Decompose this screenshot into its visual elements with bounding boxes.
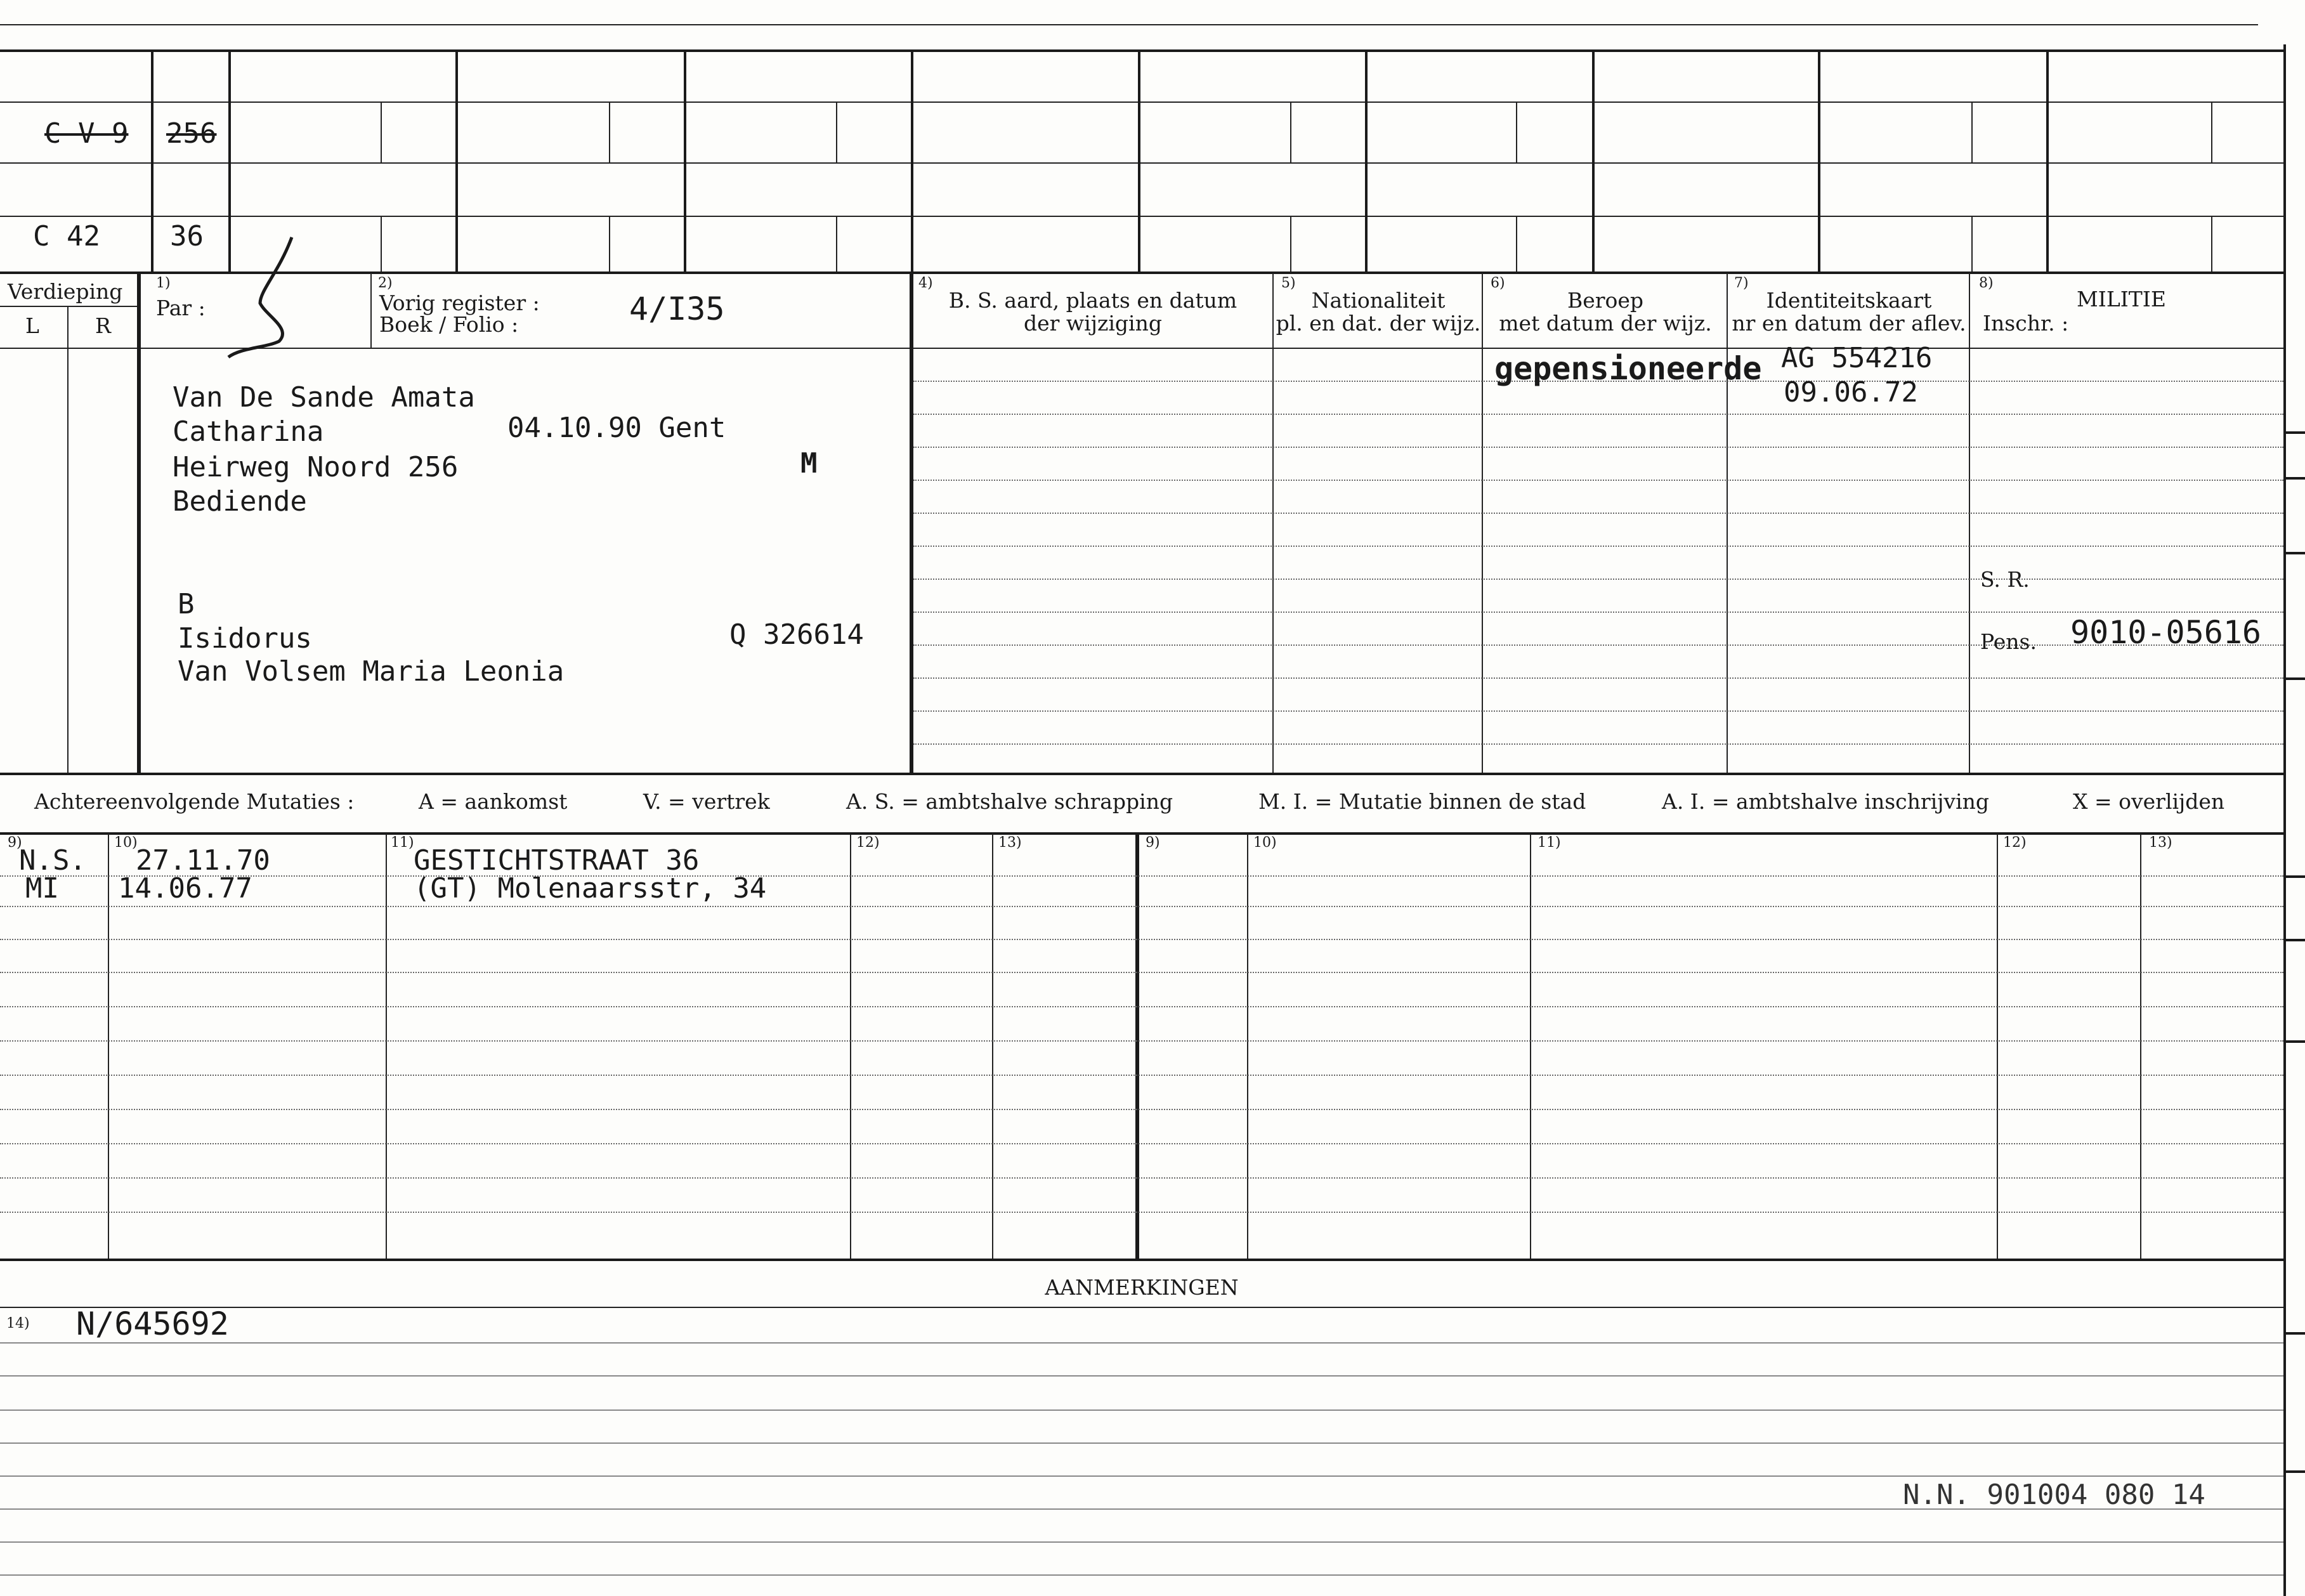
person-occupation: Bediende (173, 485, 307, 518)
beroep-label2: met datum der wijz. (1499, 311, 1712, 336)
grid-row-line (0, 216, 2283, 217)
mut-col-num: 12) (856, 835, 880, 851)
pens-label: Pens. (1980, 629, 2037, 654)
mut-address: GESTICHTSTRAAT 36 (414, 844, 700, 877)
grid-col-line (1365, 51, 1368, 273)
person-partner: Isidorus (178, 622, 312, 655)
vorig-label2: Boek / Folio : (379, 312, 519, 337)
nat-label2: pl. en dat. der wijz. (1276, 311, 1481, 336)
number: 36 (170, 220, 204, 252)
verdieping-r: R (95, 313, 111, 338)
mut-col-num: 10) (1253, 835, 1277, 851)
aanmerkingen-title: AANMERKINGEN (1045, 1275, 1239, 1300)
old-number: 256 (166, 117, 217, 150)
grid-sub-line (1516, 103, 1517, 162)
header-col-line (1969, 273, 1970, 773)
sr-label: S. R. (1980, 567, 2030, 592)
grid-sub-line (609, 217, 610, 271)
mutaties-col-line (386, 834, 387, 1259)
grid-row-line (0, 162, 2283, 164)
verdieping-border (137, 273, 141, 773)
grid-col-line (455, 51, 458, 273)
grid-col-line (1592, 51, 1595, 273)
aanmerkingen-value: N/645692 (76, 1305, 229, 1342)
mutaties-bottom-border (0, 1259, 2283, 1261)
nat-num: 5) (1281, 275, 1296, 291)
mut-col-num: 10) (114, 835, 138, 851)
par-scribble-icon (216, 233, 349, 360)
grid-sub-line (1971, 217, 1973, 271)
mutaties-top-border (0, 832, 2283, 835)
verdieping-lr-line (67, 307, 69, 773)
person-name: Van De Sande Amata (173, 381, 475, 414)
right-border (2283, 44, 2286, 1596)
vorig-label1: Vorig register : (379, 291, 540, 315)
militie-inschr: Inschr. : (1983, 311, 2069, 336)
grid-sub-line (2211, 217, 2212, 271)
militie-label: MILITIE (2077, 287, 2166, 311)
code: C 42 (33, 220, 100, 252)
mut-code: N.S. (19, 844, 86, 877)
mutaties-col-line (2140, 834, 2141, 1259)
grid-top-border (0, 49, 2283, 52)
par-label: Par : (156, 296, 206, 320)
mutaties-col-line (1247, 834, 1248, 1259)
mut-col-num: 13) (2149, 835, 2172, 851)
bs-num: 4) (918, 275, 933, 291)
legend-ai: A. I. = ambtshalve inschrijving (1662, 789, 1990, 814)
par-num: 1) (156, 275, 171, 291)
person-mother: Van Volsem Maria Leonia (178, 655, 565, 688)
grid-col-line (151, 51, 153, 273)
top-edge-line (0, 24, 2258, 25)
beroep-value: gepensioneerde (1494, 350, 1762, 387)
pens-value: 9010-05616 (2070, 614, 2262, 651)
mutaties-title: Achtereenvolgende Mutaties : (34, 789, 355, 814)
grid-col-line (1138, 51, 1140, 273)
grid-col-line (911, 51, 913, 273)
mut-date: 27.11.70 (136, 844, 270, 877)
mut-col-num: 13) (998, 835, 1022, 851)
legend-v: V. = vertrek (643, 789, 770, 814)
beroep-num: 6) (1491, 275, 1505, 291)
aanmerkingen-line (0, 1307, 2283, 1308)
bs-label1: B. S. aard, plaats en datum (948, 288, 1237, 313)
mut-col-num: 12) (2003, 835, 2027, 851)
person-block-bottom (0, 773, 2283, 775)
grid-sub-line (836, 103, 837, 162)
mutaties-col-line (1530, 834, 1531, 1259)
mut-col-num: 9) (1146, 835, 1160, 851)
aanmerkingen-num: 14) (6, 1316, 30, 1331)
verdieping-split (0, 306, 138, 307)
person-firstname: Catharina (173, 415, 324, 448)
legend-x: X = overlijden (2073, 789, 2225, 814)
person-partner-id: Q 326614 (729, 618, 864, 651)
grid-sub-line (1290, 103, 1291, 162)
grid-sub-line (609, 103, 610, 162)
grid-col-line (1818, 51, 1820, 273)
grid-col-line (2046, 51, 2049, 273)
person-address: Heirweg Noord 256 (173, 451, 459, 483)
mutaties-col-line (108, 834, 109, 1259)
person-block-border (910, 273, 913, 773)
grid-sub-line (1971, 103, 1973, 162)
old-code: C V 9 (44, 117, 129, 150)
verdieping-l: L (25, 313, 39, 338)
grid-sub-line (381, 217, 382, 271)
mut-col-num: 9) (8, 835, 22, 851)
grid-sub-line (1290, 217, 1291, 271)
id-card-date: 09.06.72 (1784, 376, 1918, 409)
person-mark: M (800, 447, 818, 480)
legend-as: A. S. = ambtshalve schrapping (846, 789, 1173, 814)
legend-a: A = aankomst (419, 789, 568, 814)
mut-address: (GT) Molenaarsstr, 34 (414, 872, 767, 905)
nat-label1: Nationaliteit (1311, 288, 1446, 313)
legend-mi: M. I. = Mutatie binnen de stad (1258, 789, 1586, 814)
id-label1: Identiteitskaart (1766, 288, 1932, 313)
grid-sub-line (381, 103, 382, 162)
person-birth: 04.10.90 Gent (507, 412, 726, 444)
national-number: N.N. 901004 080 14 (1903, 1479, 2205, 1511)
bs-label2: der wijziging (1024, 311, 1162, 336)
mutaties-col-line (850, 834, 851, 1259)
header-col-line (1482, 273, 1483, 773)
militie-num: 8) (1979, 275, 1994, 291)
vorig-value: 4/I35 (629, 291, 725, 327)
vorig-num: 2) (378, 275, 393, 291)
mut-code: MI (25, 872, 59, 905)
header-col-line (370, 273, 372, 348)
mutaties-col-line (1997, 834, 1998, 1259)
mut-col-num: 11) (391, 835, 414, 851)
person-status: B (178, 588, 195, 620)
beroep-label1: Beroep (1567, 288, 1644, 313)
grid-sub-line (1516, 217, 1517, 271)
mutaties-col-line (992, 834, 993, 1259)
grid-sub-line (836, 217, 837, 271)
id-card-number: AG 554216 (1781, 342, 1933, 374)
grid-row-line (0, 101, 2283, 103)
id-num: 7) (1734, 275, 1749, 291)
id-label2: nr en datum der aflev. (1732, 311, 1966, 336)
header-col-line (1727, 273, 1728, 773)
grid-col-line (684, 51, 686, 273)
mutaties-col-line (1135, 834, 1139, 1259)
mut-date: 14.06.77 (118, 872, 252, 905)
verdieping-label: Verdieping (8, 279, 123, 304)
header-col-line (1272, 273, 1274, 773)
grid-sub-line (2211, 103, 2212, 162)
mut-col-num: 11) (1538, 835, 1561, 851)
